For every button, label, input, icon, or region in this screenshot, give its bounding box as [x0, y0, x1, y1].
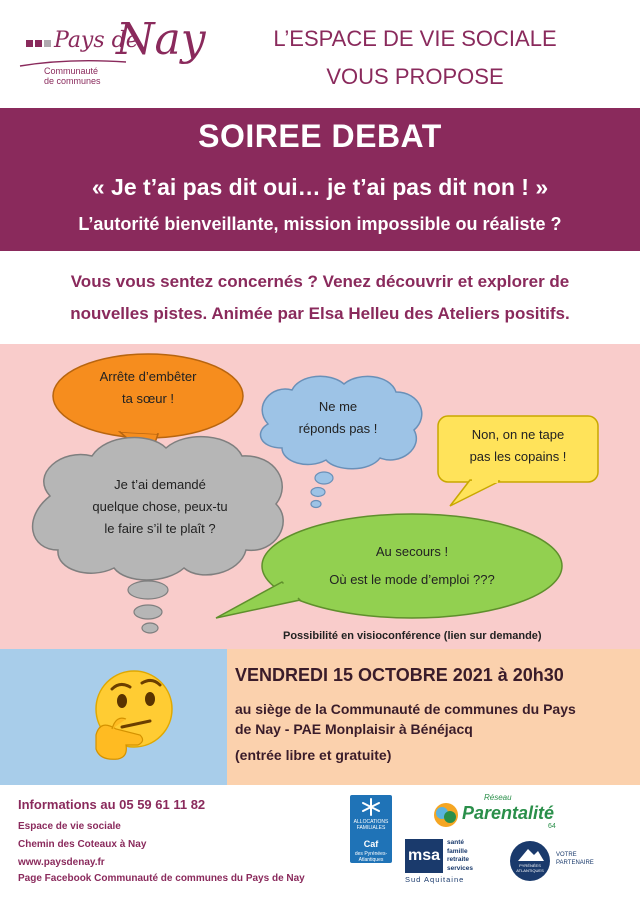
footer-line1: Espace de vie sociale	[18, 821, 121, 832]
parentalite-number: 64	[548, 823, 556, 830]
logo-subtitle	[44, 66, 124, 86]
logo-square	[26, 40, 33, 47]
partner-line1: VOTRE	[556, 852, 577, 858]
event-info-panel	[227, 649, 640, 785]
caf-name: Caf	[363, 839, 379, 849]
logo-subtitle-line1: Communauté	[44, 66, 99, 76]
footer-website[interactable]: www.paysdenay.fr	[18, 857, 105, 868]
event-banner	[0, 108, 640, 251]
pays-de-nay-logo	[14, 14, 206, 96]
green-bubble-line2: Où est le mode d’emploi ???	[329, 572, 495, 587]
green-bubble-text	[312, 538, 512, 594]
orange-bubble-text	[78, 366, 218, 410]
logo-name-part1: Pays de	[54, 28, 139, 53]
blue-bubble-text	[278, 396, 398, 440]
footer-facebook[interactable]: Page Facebook Communauté de communes du Pays de Nay	[18, 873, 305, 884]
msa-region: Sud Aquitaine	[405, 875, 465, 884]
header	[0, 0, 640, 108]
reseau-parentalite-logo	[432, 793, 562, 843]
speech-bubbles-area	[0, 344, 640, 649]
msa-line2: famille	[447, 847, 468, 855]
event-place-line2: de Nay - PAE Monplaisir à Bénéjacq	[235, 721, 473, 737]
yellow-bubble-line2: pas les copains !	[469, 449, 567, 464]
banner-subtitle: L’autorité bienveillante, mission impossible ou réaliste ?	[78, 214, 562, 234]
caf-region: des Pyrénées-Atlantiques	[354, 851, 388, 863]
partner-label	[556, 851, 594, 867]
caf-small-text: ALLOCATIONS FAMILIALES	[353, 819, 389, 831]
msa-lines	[447, 839, 473, 873]
pyrenees-atlantiques-logo	[510, 841, 550, 881]
logo-subtitle-line2: de communes	[44, 76, 101, 86]
pyrenees-text: PYRÉNÉES ATLANTIQUES	[516, 863, 544, 873]
msa-line1: santé	[447, 839, 464, 846]
parentalite-word: Parentalité	[462, 803, 555, 823]
header-title-line1: L’ESPACE DE VIE SOCIALE	[273, 26, 557, 51]
intro-line2: nouvelles pistes. Animée par Elsa Helleu des Ateliers positifs.	[70, 304, 570, 323]
msa-line3: retraite	[447, 856, 470, 863]
grey-bubble-line1: Je t’ai demandé	[114, 477, 206, 492]
parentalite-hands-icon	[432, 801, 460, 829]
banner-title: SOIREE DEBAT	[198, 118, 442, 154]
event-emoji-panel	[0, 649, 227, 785]
event-entry: (entrée libre et gratuite)	[235, 747, 392, 763]
logo-square	[35, 40, 42, 47]
caf-logo	[350, 795, 392, 863]
mountain-icon	[510, 841, 550, 863]
thinking-face-icon	[0, 649, 227, 785]
intro-text	[30, 266, 610, 330]
msa-logo	[405, 839, 485, 887]
orange-bubble-line2: ta sœur !	[121, 391, 174, 406]
msa-line4: services	[447, 864, 474, 872]
event-place	[235, 699, 625, 739]
header-title-line2: VOUS PROPOSE	[326, 64, 504, 89]
blue-bubble-line1: Ne me	[318, 399, 358, 414]
grey-bubble-text	[60, 474, 260, 540]
info-phone: Informations au 05 59 61 11 82	[18, 797, 206, 812]
parentalite-reseau: Réseau	[484, 793, 512, 802]
intro-line1: Vous vous sentez concernés ? Venez découvrir et explorer de	[70, 272, 570, 291]
blue-bubble-line2: réponds pas !	[298, 421, 378, 436]
header-title	[210, 20, 620, 96]
visio-note: Possibilité en visioconférence (lien sur demande)	[283, 630, 542, 642]
grey-bubble-line3: le faire s’il te plaît ?	[104, 521, 216, 536]
msa-box: msa	[405, 839, 443, 873]
logo-name-part2: Nay	[116, 14, 206, 65]
yellow-bubble-text	[442, 424, 594, 468]
partner-line2: PARTENAIRE	[556, 860, 594, 866]
event-place-line1: au siège de la Communauté de communes du Pays	[235, 701, 576, 717]
banner-quote: « Je t’ai pas dit oui… je t’ai pas dit non ! »	[91, 174, 549, 200]
grey-bubble-line2: quelque chose, peux-tu	[92, 499, 228, 514]
logo-square	[44, 40, 51, 47]
green-bubble-line1: Au secours !	[375, 544, 449, 559]
footer-line2: Chemin des Coteaux à Nay	[18, 839, 147, 850]
event-date: VENDREDI 15 OCTOBRE 2021 à 20h30	[235, 665, 564, 685]
yellow-bubble-line1: Non, on ne tape	[471, 427, 565, 442]
orange-bubble-line1: Arrête d’embêter	[99, 369, 197, 384]
footer	[0, 785, 640, 903]
caf-snowflake-icon	[350, 795, 392, 819]
